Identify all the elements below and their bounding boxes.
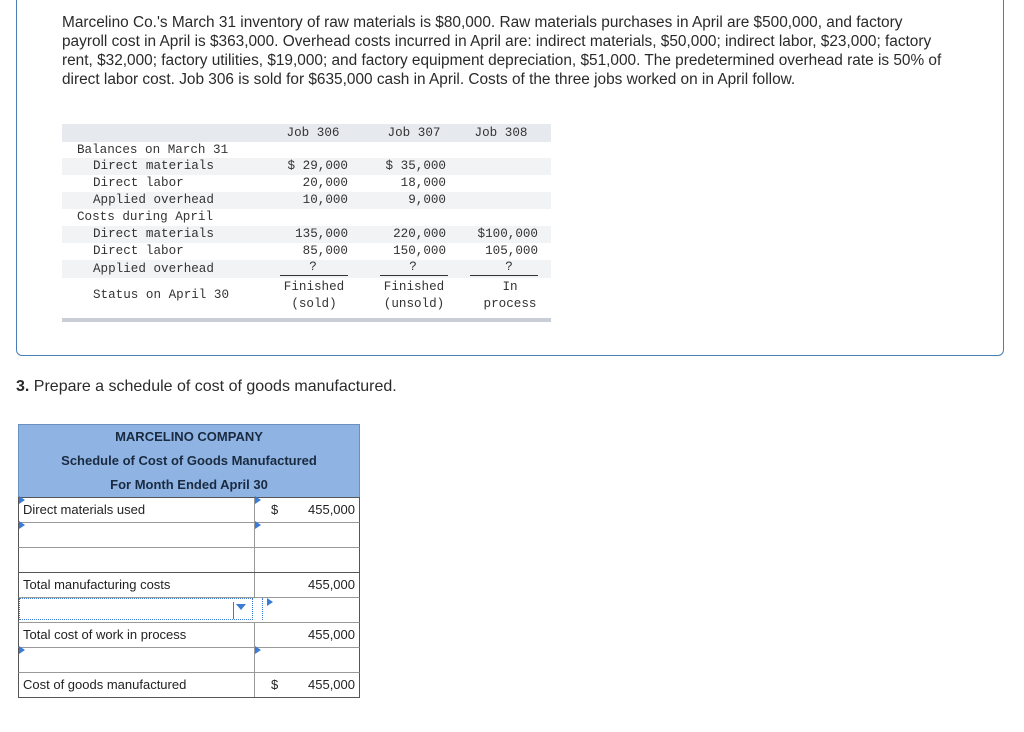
row-label-input[interactable] — [19, 548, 255, 572]
input-marker-icon — [267, 598, 273, 606]
input-marker-icon — [19, 496, 25, 504]
cell: $ 35,000 — [385, 159, 446, 173]
schedule-row[interactable] — [18, 648, 360, 673]
status-job308-line1: In — [502, 280, 518, 294]
cell: 10,000 — [302, 193, 348, 207]
question-3 — [16, 378, 397, 396]
col-header-job308: Job 308 — [474, 126, 528, 140]
section-balances-march: Balances on March 31 — [77, 143, 229, 157]
schedule-row — [18, 573, 360, 598]
col-header-job306: Job 306 — [286, 126, 340, 140]
row-label: Direct materials — [93, 227, 214, 241]
input-marker-icon — [255, 496, 261, 504]
status-job307-line1: Finished — [383, 280, 445, 294]
cell: 20,000 — [302, 176, 348, 190]
schedule-row-dropdown[interactable] — [18, 598, 360, 623]
input-marker-icon — [19, 646, 25, 654]
question-number: 3. — [16, 378, 30, 395]
dollar-sign: $ — [271, 502, 279, 517]
row-label: Total cost of work in process — [19, 623, 255, 647]
row-label: Cost of goods manufactured — [19, 673, 255, 697]
status-job306-line1: Finished — [283, 280, 345, 294]
row-label: Total manufacturing costs — [19, 573, 255, 597]
schedule-title: Schedule of Cost of Goods Manufactured — [61, 453, 317, 468]
cell: $ 29,000 — [287, 159, 348, 173]
cell: ? — [505, 260, 513, 274]
input-marker-icon — [19, 521, 25, 529]
row-label: Direct materials used — [19, 498, 255, 522]
status-job308-line2: process — [483, 297, 537, 311]
cell: 105,000 — [485, 244, 538, 258]
amount: 455,000 — [308, 627, 355, 642]
section-costs-april: Costs during April — [77, 210, 214, 224]
cell: 150,000 — [393, 244, 446, 258]
row-label: Applied overhead — [93, 193, 214, 207]
cell: 85,000 — [302, 244, 348, 258]
input-marker-icon — [255, 646, 261, 654]
row-label: Direct materials — [93, 159, 214, 173]
dollar-sign: $ — [271, 677, 279, 692]
company-name: MARCELINO COMPANY — [115, 429, 263, 444]
amount: 455,000 — [308, 502, 355, 517]
status-job307-line2: (unsold) — [383, 297, 445, 311]
schedule-table — [18, 424, 360, 698]
amount: 455,000 — [308, 577, 355, 592]
row-label: Direct labor — [93, 176, 184, 190]
row-label-input[interactable] — [19, 523, 255, 547]
row-label-dropdown[interactable] — [19, 598, 253, 620]
chevron-down-icon[interactable] — [236, 604, 246, 610]
cell: 18,000 — [400, 176, 446, 190]
cell: ? — [309, 260, 317, 274]
input-marker-icon — [255, 521, 261, 529]
row-label: Applied overhead — [93, 262, 214, 276]
status-label: Status on April 30 — [93, 288, 230, 302]
col-header-job307: Job 307 — [387, 126, 441, 140]
row-label: Direct labor — [93, 244, 184, 258]
schedule-row — [18, 497, 360, 523]
row-label-input[interactable] — [19, 648, 255, 672]
schedule-row[interactable] — [18, 548, 360, 573]
schedule-period: For Month Ended April 30 — [110, 477, 268, 492]
schedule-row — [18, 673, 360, 698]
schedule-row[interactable] — [18, 523, 360, 548]
cell: 220,000 — [393, 227, 446, 241]
cell: 135,000 — [295, 227, 348, 241]
amount: 455,000 — [308, 677, 355, 692]
schedule-row — [18, 623, 360, 648]
schedule-header — [18, 424, 360, 497]
question-text: Prepare a schedule of cost of goods manufactured. — [29, 378, 397, 395]
cell: $100,000 — [477, 227, 538, 241]
status-job306-line2: (sold) — [291, 297, 337, 311]
cell: ? — [409, 260, 417, 274]
cell: 9,000 — [408, 193, 446, 207]
problem-text: Marcelino Co.'s March 31 inventory of raw materials is $80,000. Raw materials purchases in April are $500,000, and factory payroll cost in April is $363,000. Overhead costs incurred in April are: indirect materials, $50,000; indirect labor, $23,000; factory rent, $32,000; factory utilities, $19,000; and factory equipment depreciation, $51,000. The predetermined overhead rate is 50% of direct labor cost. Job 306 is sold for $635,000 cash in April. Costs of the three jobs worked on in April follow. — [62, 14, 942, 88]
